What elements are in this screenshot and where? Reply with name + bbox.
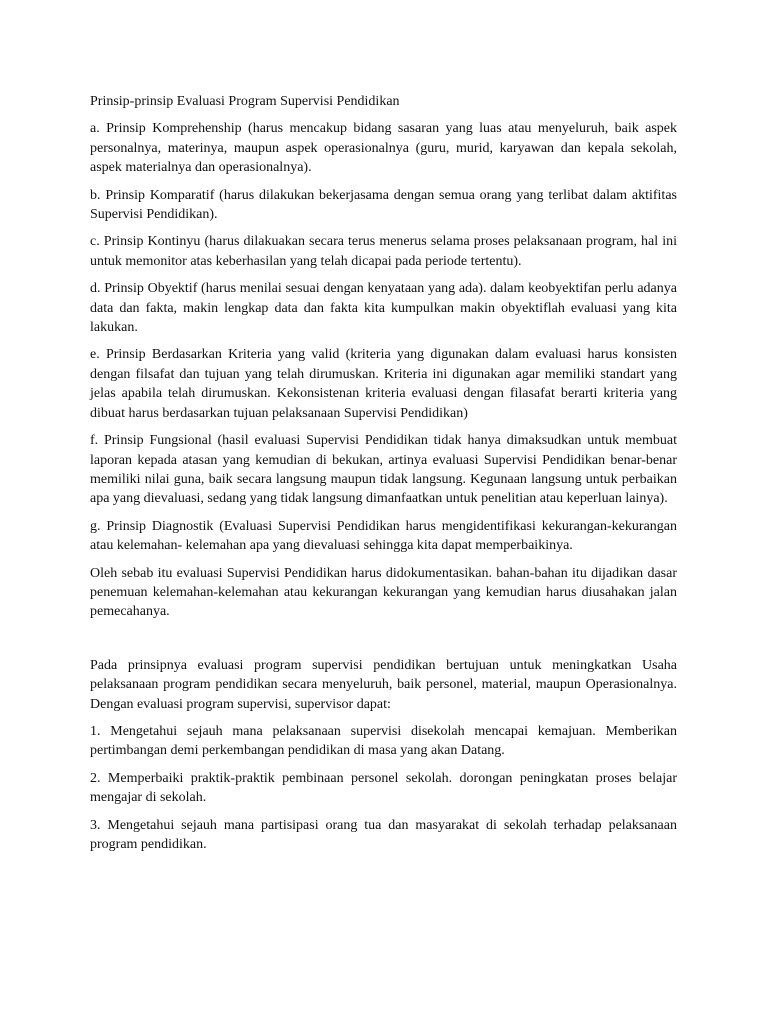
document-page xyxy=(90,92,677,862)
principle-b: b. Prinsip Komparatif (harus dilakukan bekerjasama dengan semua orang yang terlibat dalam aktifitas Supervisi Pendidikan). xyxy=(90,187,677,223)
intro-paragraph: Pada prinsipnya evaluasi program supervisi pendidikan bertujuan untuk meningkatkan Usaha pelaksanaan program pendidikan secara menyeluruh, baik personel, material, maupun Operasionalnya. Dengan evaluasi program supervisi, supervisor dapat: xyxy=(90,657,677,712)
blank-gap xyxy=(90,630,677,656)
principle-a: a. Prinsip Komprehenship (harus mencakup bidang sasaran yang luas atau menyeluruh, baik aspek personalnya, materinya, maupun aspek operasionalnya (guru, murid, karyawan dan kepala sekolah, aspek materialnya dan operasionalnya). xyxy=(90,121,677,176)
closing-paragraph: Oleh sebab itu evaluasi Supervisi Pendidikan harus didokumentasikan. bahan-bahan itu dijadikan dasar penemuan kelemahan-kelemahan atau kekurangan kekurangan yang kemudian harus diusahakan jalan pemecahanya. xyxy=(90,565,677,620)
principle-d: d. Prinsip Obyektif (harus menilai sesuai dengan kenyataan yang ada). dalam keobyektifan perlu adanya data dan fakta, makin lengkap data dan fakta kita kumpulkan makin obyektiflah evaluasi yang kita lakukan. xyxy=(90,281,677,336)
principle-f: f. Prinsip Fungsional (hasil evaluasi Supervisi Pendidikan tidak hanya dimaksudkan untuk membuat laporan kepada atasan yang kemudian di bekukan, artinya evaluasi Supervisi Pendidikan benar-benar memiliki nilai guna, baik secara langsung maupun tidak langsung. Kegunaan langsung untuk perbaikan apa yang dievaluasi, sedang yang tidak langsung dimanfaatkan untuk penelitian atau keperluan lainya). xyxy=(90,433,677,507)
goal-2: 2. Memperbaiki praktik-praktik pembinaan personel sekolah. dorongan peningkatan proses belajar mengajar di sekolah. xyxy=(90,770,677,806)
principle-c: c. Prinsip Kontinyu (harus dilakuakan secara terus menerus selama proses pelaksanaan program, hal ini untuk memonitor atas keberhasilan yang telah dicapai pada periode tertentu). xyxy=(90,234,677,269)
document-title: Prinsip-prinsip Evaluasi Program Supervisi Pendidikan xyxy=(90,94,400,109)
principle-e: e. Prinsip Berdasarkan Kriteria yang valid (kriteria yang digunakan dalam evaluasi harus konsisten dengan filsafat dan tujuan yang telah dirumuskan. Kriteria ini digunakan agar memiliki standart yang jelas apabila telah dirumuskan. Kekonsistenan kriteria evaluasi dengan filasafat berarti kriteria yang dibuat harus berdasarkan tujuan pelaksanaan Supervisi Pendidikan) xyxy=(90,347,677,421)
principle-g: g. Prinsip Diagnostik (Evaluasi Supervisi Pendidikan harus mengidentifikasi kekurangan-kekurangan atau kelemahan- kelemahan apa yang dievaluasi sehingga kita dapat memperbaikinya. xyxy=(90,518,677,554)
goal-3: 3. Mengetahui sejauh mana partisipasi orang tua dan masyarakat di sekolah terhadap pelaksanaan program pendidikan. xyxy=(90,817,677,852)
goal-1: 1. Mengetahui sejauh mana pelaksanaan supervisi disekolah mencapai kemajuan. Memberikan pertimbangan demi perkembangan pendidikan di masa yang akan Datang. xyxy=(90,723,677,759)
